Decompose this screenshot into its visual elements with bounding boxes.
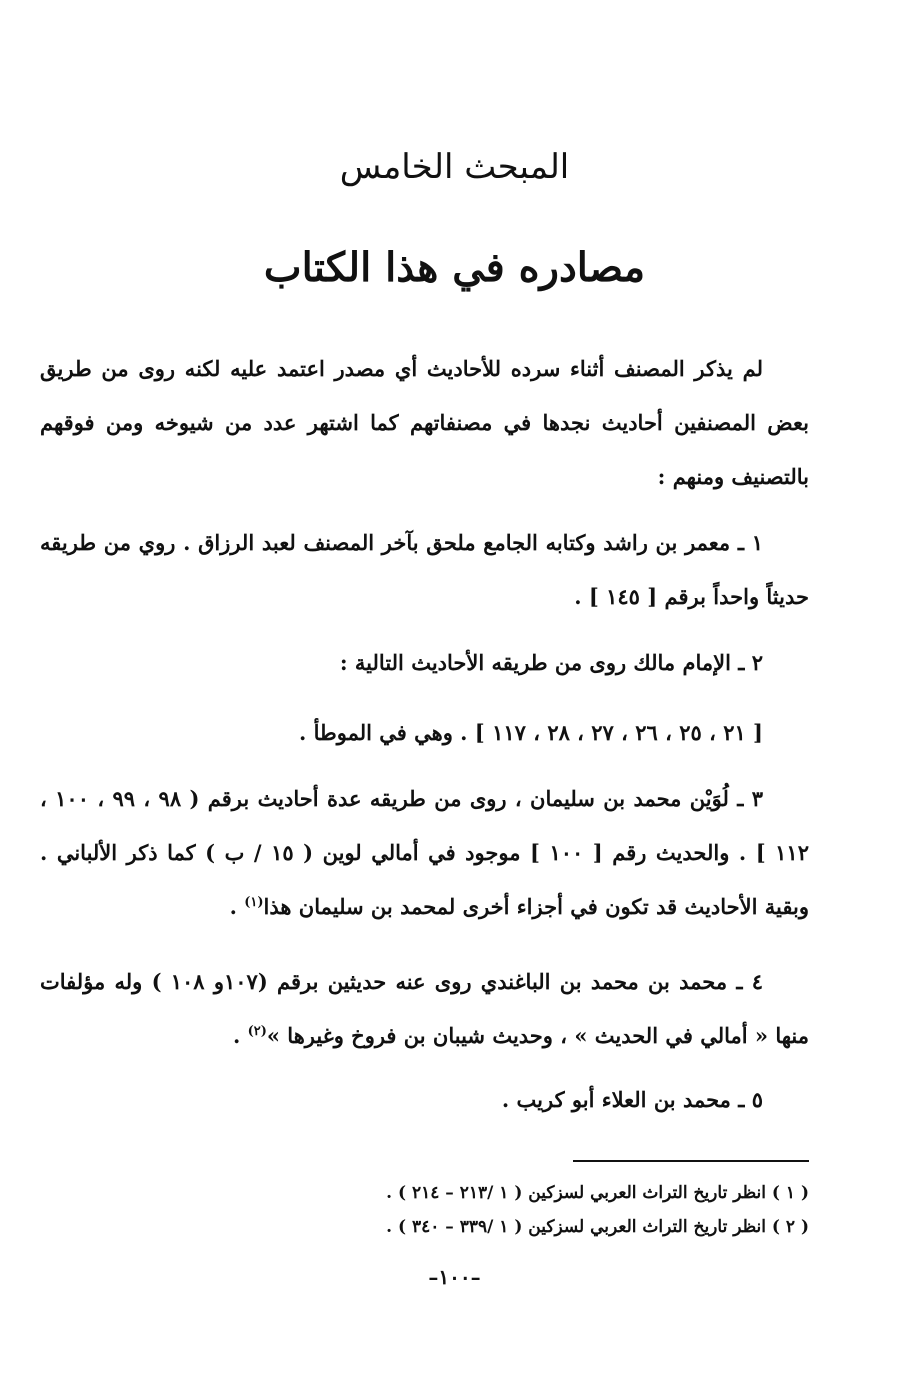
intro-paragraph: لم يذكر المصنف أثناء سرده للأحاديث أي مصدر اعتمد عليه لكنه روى من طريق بعض المصنفين أحاديث نجدها في مصنفاتهم كما اشتهر عدد من شيوخه ومن فوقهم بالتصنيف ومنهم : bbox=[40, 356, 809, 489]
footnote: ( ٢ ) انظر تاريخ التراث العربي لسزكين ( ١ /٣٣٩ – ٣٤٠ ) . bbox=[386, 1217, 809, 1237]
footnote: ( ١ ) انظر تاريخ التراث العربي لسزكين ( ١ /٢١٣ – ٢١٤ ) . bbox=[386, 1183, 809, 1203]
list-item-end: . bbox=[232, 1023, 248, 1048]
footnote-divider bbox=[573, 1160, 809, 1162]
list-item-text: ٤ ـ محمد بن محمد بن الباغندي روى عنه حديثين برقم (١٠٧و ١٠٨ ) وله مؤلفات منها « أمالي في الحديث » ، وحديث شيبان بن فروخ وغيرها » bbox=[40, 969, 809, 1048]
footnote-marker[interactable]: (٢) bbox=[247, 1024, 267, 1039]
list-item-end: . bbox=[229, 894, 245, 919]
list-item: ١ ـ معمر بن راشد وكتابه الجامع ملحق بآخر المصنف لعبد الرزاق . روي من طريقه حديثاً واحداً برقم [ ١٤٥ ] . bbox=[40, 530, 809, 609]
footnote-marker[interactable]: (١) bbox=[244, 895, 264, 910]
page-number: –١٠٠– bbox=[428, 1265, 481, 1289]
list-item bbox=[40, 955, 809, 1063]
chapter-title: المبحث الخامس bbox=[339, 147, 570, 187]
section-title: مصادره في هذا الكتاب bbox=[263, 244, 646, 291]
list-item: ٥ ـ محمد بن العلاء أبو كريب . bbox=[501, 1087, 763, 1112]
list-item-continuation: [ ٢١ ، ٢٥ ، ٢٦ ، ٢٧ ، ٢٨ ، ١١٧ ] . وهي في الموطأ . bbox=[299, 720, 763, 745]
list-item bbox=[40, 772, 809, 934]
list-item: ٢ ـ الإمام مالك روى من طريقه الأحاديث التالية : bbox=[339, 650, 763, 675]
list-item-text: ٣ ـ لُوَيْن محمد بن سليمان ، روى من طريقه عدة أحاديث برقم ( ٩٨ ، ٩٩ ، ١٠٠ ، ١١٢ ] . والحديث رقم [ ١٠٠ ] موجود في أمالي لوين ( ١٥ / ب ) كما ذكر الألباني . وبقية الأحاديث قد تكون في أجزاء أخرى لمحمد بن سليمان هذا bbox=[40, 786, 809, 919]
